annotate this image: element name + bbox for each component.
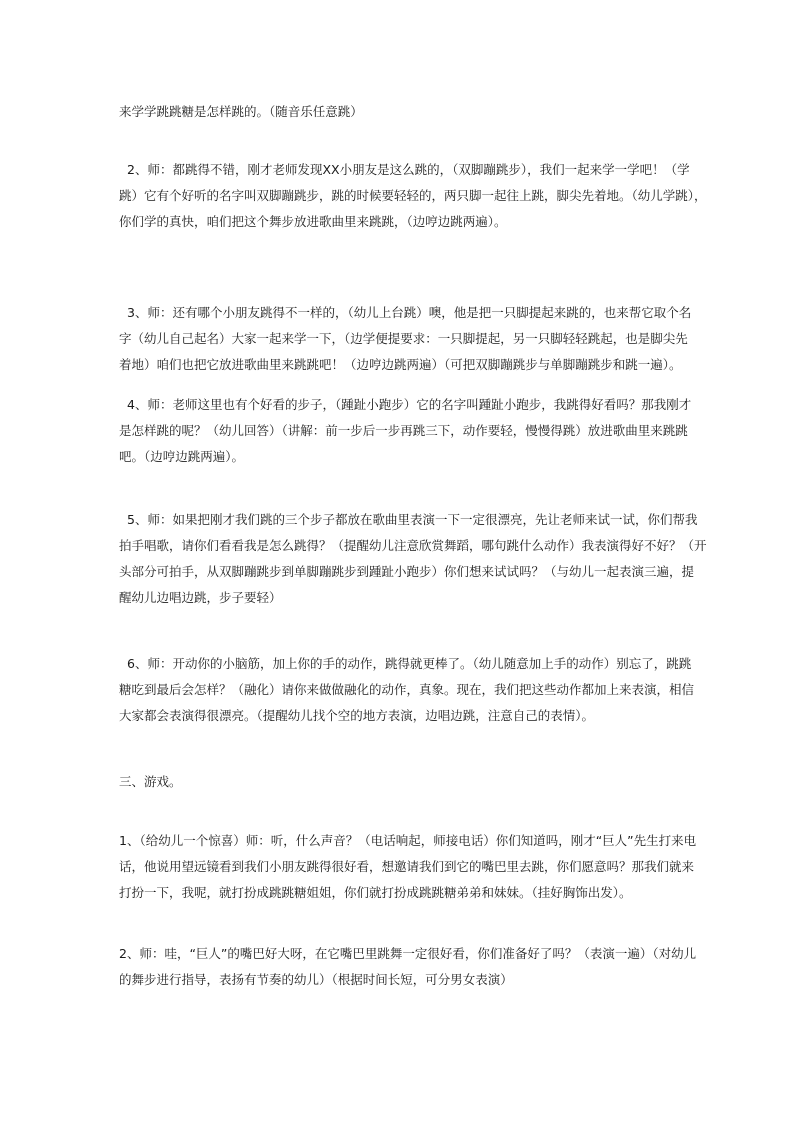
- text-line: 字（幼儿自己起名）大家一起来学一下，（边学便提要求：一只脚提起，另一只脚轻轻跳起，也是脚尖先: [119, 331, 688, 346]
- text-line: 三、游戏。: [119, 774, 182, 789]
- text-line: 打扮一下，我呢，就打扮成跳跳糖姐姐，你们就打扮成跳跳糖弟弟和妹妹。（挂好胸饰出发）。: [119, 885, 632, 900]
- text-line: 吧。（边哼边跳两遍）。: [119, 449, 245, 464]
- paragraph-step-4: [119, 392, 692, 470]
- paragraph-step-3: [119, 300, 692, 378]
- paragraph-step-6: [119, 651, 695, 729]
- text-line: 3、师：还有哪个小朋友跳得不一样的，（幼儿上台跳）噢，他是把一只脚提起来跳的，也来帮它取个名: [127, 305, 692, 320]
- text-line: 醒幼儿边唱边跳，步子要轻）: [119, 590, 282, 605]
- text-line: 拍手唱歌，请你们看看我是怎么跳得？（提醒幼儿注意欣赏舞蹈，哪句跳什么动作）我表演得好不好？（开: [119, 538, 707, 553]
- text-line: 2、师：都跳得不错，刚才老师发现XX小朋友是这么跳的，（双脚蹦跳步），我们一起来学一学吧！（学: [127, 162, 690, 177]
- paragraph-intro-continuation: [119, 99, 679, 125]
- paragraph-game-2: [119, 941, 697, 993]
- text-line: 4、师：老师这里也有个好看的步子，（踵趾小跑步）它的名字叫踵趾小跑步，我跳得好看吗？那我刚才: [127, 397, 692, 412]
- section-heading-game: [119, 769, 679, 795]
- text-line: 5、师：如果把刚才我们跳的三个步子都放在歌曲里表演一下一定很漂亮，先让老师来试一试，你们帮我: [127, 512, 698, 527]
- text-line: 大家都会表演得很漂亮。（提醒幼儿找个空的地方表演，边唱边跳，注意自己的表情）。: [119, 708, 595, 723]
- text-line: 1、（给幼儿一个惊喜）师：听，什么声音？（电话响起，师接电话）你们知道吗，刚才“巨人”先生打来电: [119, 833, 697, 848]
- text-line: 跳）它有个好听的名字叫双脚蹦跳步，跳的时候要轻轻的，两只脚一起往上跳，脚尖先着地。（幼儿学跳），: [119, 188, 707, 203]
- text-line: 的舞步进行指导，表扬有节奏的幼儿）（根据时间长短，可分男女表演）: [119, 972, 513, 987]
- text-line: 糖吃到最后会怎样？（融化）请你来做做融化的动作，真象。现在，我们把这些动作都加上来表演，相信: [119, 682, 695, 697]
- paragraph-step-2: [119, 157, 707, 235]
- text-line: 来学学跳跳糖是怎样跳的。（随音乐任意跳）: [119, 104, 363, 119]
- paragraph-step-5: [119, 507, 707, 611]
- text-line: 是怎样跳的呢？（幼儿回答）（讲解：前一步后一步再跳三下，动作要轻，慢慢得跳）放进歌曲里来跳跳: [119, 423, 688, 438]
- text-line: 6、师：开动你的小脑筋，加上你的手的动作，跳得就更棒了。（幼儿随意加上手的动作）别忘了，跳跳: [127, 656, 692, 671]
- text-line: 2、师：哇，“巨人”的嘴巴好大呀，在它嘴巴里跳舞一定很好看，你们准备好了吗？（表演一遍）（对幼儿: [119, 946, 697, 961]
- text-line: 头部分可拍手，从双脚蹦跳步到单脚蹦跳步到踵趾小跑步）你们想来试试吗？（与幼儿一起表演三遍，提: [119, 564, 695, 579]
- paragraph-game-1: [119, 828, 697, 906]
- text-line: 话，他说用望远镜看到我们小朋友跳得很好看，想邀请我们到它的嘴巴里去跳，你们愿意吗？那我们就来: [119, 859, 695, 874]
- text-line: 你们学的真快，咱们把这个舞步放进歌曲里来跳跳，（边哼边跳两遍）。: [119, 214, 507, 229]
- text-line: 着地）咱们也把它放进歌曲里来跳跳吧！（边哼边跳两遍）（可把双脚蹦跳步与单脚蹦跳步和跳一遍）。: [119, 357, 682, 372]
